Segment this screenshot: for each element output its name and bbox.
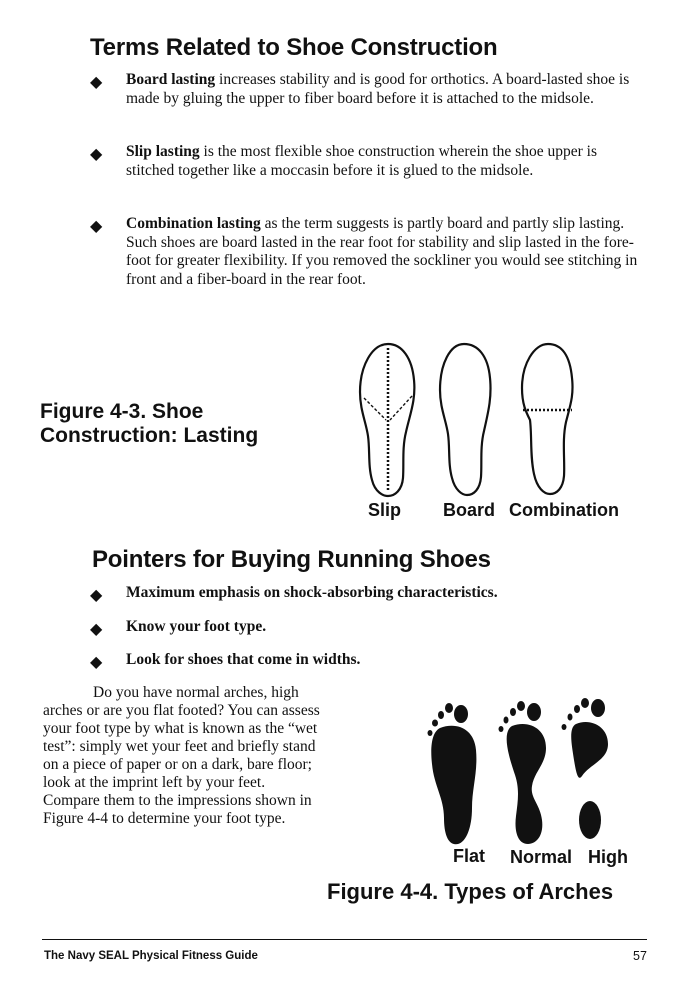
list-item-text xyxy=(126,143,645,180)
paragraph-line: look at the imprint left by your feet. xyxy=(43,774,266,791)
normal-foot-print-icon xyxy=(499,701,547,844)
figure-4-4-caption: Figure 4-4. Types of Arches xyxy=(327,879,614,904)
list-item-slip-lasting xyxy=(90,143,645,180)
footer-book-title: The Navy SEAL Physical Fitness Guide xyxy=(44,950,258,962)
diamond-bullet-icon: ◆ xyxy=(90,74,103,91)
pointer-text: Look for shoes that come in widths. xyxy=(126,651,361,668)
section-title-shoe-construction xyxy=(90,34,497,62)
definition: as the term suggests is partly board and partly slip lasting. Such shoes are board lasted in the rear foot for stability and slip lasted in the fore-foot for greater flexibility. If you removed the sockliner you would see stitching in front and a fiber-board in the rear foot. xyxy=(126,215,638,288)
paragraph-line: arches or are you flat footed? You can assess xyxy=(43,702,320,719)
wet-test-paragraph xyxy=(43,684,393,828)
diamond-bullet-icon: ◆ xyxy=(90,587,103,604)
heading: Terms Related to Shoe Construction xyxy=(90,34,498,61)
label-flat: Flat xyxy=(453,846,486,866)
list-item-text xyxy=(126,71,645,108)
board-lasted-sole-icon xyxy=(440,344,491,495)
label-board: Board xyxy=(443,500,496,520)
diamond-bullet-icon: ◆ xyxy=(90,218,103,235)
definition: is the most flexible shoe construction wherein the shoe upper is stitched together like a moccasin before it is glued to the midsole. xyxy=(126,143,597,179)
paragraph-line: Do you have normal arches, high xyxy=(93,684,299,701)
paragraph-line: on a piece of paper or on a dark, bare floor; xyxy=(43,756,312,773)
flat-foot-print-icon xyxy=(428,703,477,844)
footer-divider xyxy=(42,939,647,940)
caption-line: Figure 4-3. Shoe xyxy=(40,400,204,423)
paragraph-line: Figure 4-4 to determine your foot type. xyxy=(43,810,286,827)
diamond-bullet-icon: ◆ xyxy=(90,146,103,163)
pointer-text: Maximum emphasis on shock-absorbing characteristics. xyxy=(126,584,498,601)
page-number: 57 xyxy=(633,949,647,963)
pointer-item-shock-absorbing xyxy=(90,584,498,603)
section-title-pointers xyxy=(92,546,491,574)
definition: increases stability and is good for orthotics. A board-lasted shoe is made by gluing the upper to fiber board before it is attached to the midsole. xyxy=(126,71,630,107)
list-item-text xyxy=(126,215,645,289)
label-normal: Normal xyxy=(510,847,573,867)
footprint-illustration xyxy=(420,692,615,852)
diamond-bullet-icon: ◆ xyxy=(90,621,103,638)
term: Slip lasting xyxy=(126,143,200,160)
diamond-bullet-icon: ◆ xyxy=(90,654,103,671)
high-arch-foot-print-icon xyxy=(562,698,609,839)
slip-lasted-sole-icon xyxy=(360,344,414,496)
list-item-combination-lasting xyxy=(90,215,645,289)
caption-line: Construction: Lasting xyxy=(40,424,259,447)
term: Combination lasting xyxy=(126,215,261,232)
shoe-lasting-illustration xyxy=(350,340,580,500)
label-high: High xyxy=(588,847,628,867)
pointer-item-widths xyxy=(90,651,360,670)
heading: Pointers for Buying Running Shoes xyxy=(92,546,491,573)
term: Board lasting xyxy=(126,71,216,88)
combination-lasted-sole-icon xyxy=(522,344,573,494)
figure-4-3-caption xyxy=(40,400,258,448)
label-combination: Combination xyxy=(509,500,619,520)
list-item-board-lasting xyxy=(90,71,645,108)
pointer-text: Know your foot type. xyxy=(126,618,267,635)
label-slip: Slip xyxy=(368,500,402,520)
paragraph-line: your foot type by what is known as the “wet xyxy=(43,720,318,737)
paragraph-line: test”: simply wet your feet and briefly stand xyxy=(43,738,316,755)
pointer-item-foot-type xyxy=(90,618,266,637)
paragraph-line: Compare them to the impressions shown in xyxy=(43,792,312,809)
